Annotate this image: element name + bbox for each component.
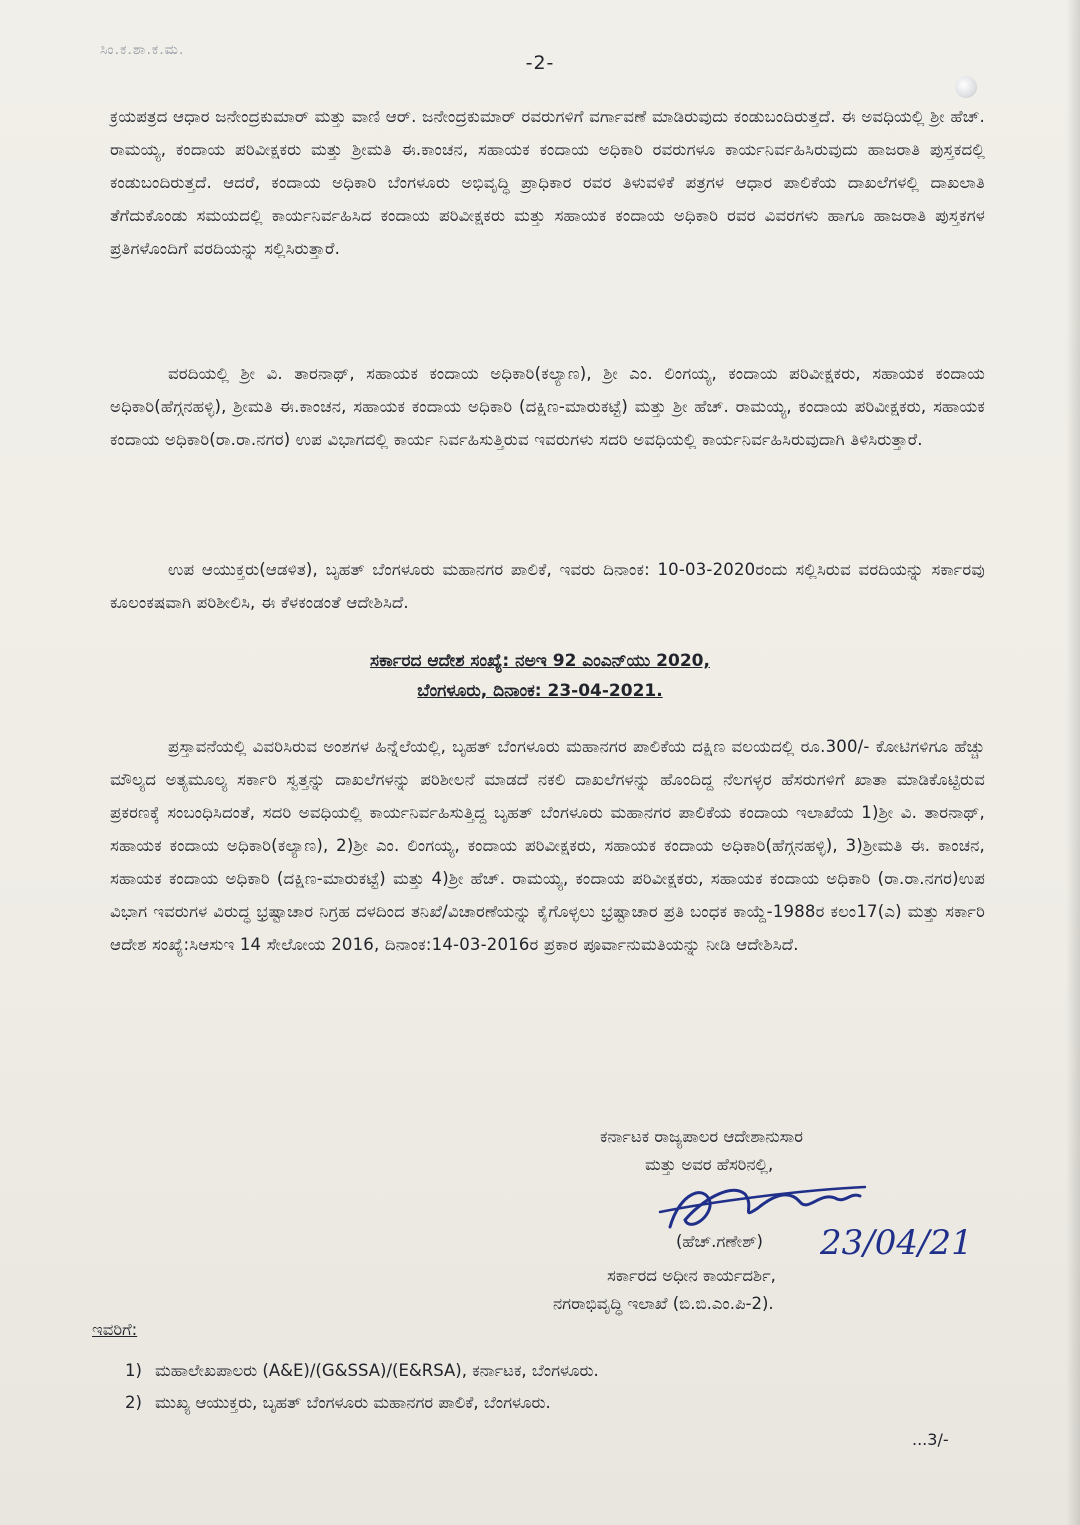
continued-marker: ...3/- (912, 1430, 949, 1449)
signatory-block (553, 1262, 1025, 1318)
list-item (125, 1355, 945, 1387)
recipients-list (125, 1355, 945, 1419)
page-edge-shadow (1066, 0, 1080, 1525)
punch-hole-icon (955, 76, 977, 98)
paragraph-order (110, 730, 985, 961)
list-item (125, 1387, 945, 1419)
page-number: -2- (525, 52, 555, 74)
list-item-text: ಮುಖ್ಯ ಆಯುಕ್ತರು, ಬೃಹತ್ ಬೆಂಗಳೂರು ಮಹಾನಗರ ಪಾಲಿಕೆ, ಬೆಂಗಳೂರು. (155, 1393, 551, 1412)
authority-block (600, 1123, 1020, 1179)
signatory-designation: ಸರ್ಕಾರದ ಅಧೀನ ಕಾರ್ಯದರ್ಶಿ, (607, 1266, 776, 1285)
list-item-text: ಮಹಾಲೇಖಪಾಲರು (A&E)/(G&SSA)/(E&RSA), ಕರ್ನಾಟಕ, ಬೆಂಗಳೂರು. (155, 1361, 599, 1380)
paragraph-order-text: ಪ್ರಸ್ತಾವನೆಯಲ್ಲಿ ವಿವರಿಸಿರುವ ಅಂಶಗಳ ಹಿನ್ನೆಲೆಯಲ್ಲಿ, ಬೃಹತ್ ಬೆಂಗಳೂರು ಮಹಾನಗರ ಪಾಲಿಕೆಯ ದಕ್ಷಿಣ ವಲಯದಲ್ಲಿ ರೂ.300/- ಕೋಟಿಗಳಿಗೂ ಹೆಚ್ಚು ಮೌಲ್ಯದ ಅತ್ಯಮೂಲ್ಯ ಸರ್ಕಾರಿ ಸ್ವತ್ತನ್ನು ದಾಖಲೆಗಳನ್ನು ಪರಿಶೀಲನೆ ಮಾಡದೆ ನಕಲಿ ದಾಖಲೆಗಳನ್ನು ಹೊಂದಿದ್ದ ನೆಲಗಳ್ಳರ ಹೆಸರುಗಳಿಗೆ ಖಾತಾ ಮಾಡಿಕೊಟ್ಟಿರುವ ಪ್ರಕರಣಕ್ಕೆ ಸಂಬಂಧಿಸಿದಂತೆ, ಸದರಿ ಅವಧಿಯಲ್ಲಿ ಕಾರ್ಯನಿರ್ವಹಿಸುತ್ತಿದ್ದ ಬೃಹತ್ ಬೆಂಗಳೂರು ಮಹಾನಗರ ಪಾಲಿಕೆಯ ಕಂದಾಯ ಇಲಾಖೆಯ 1)ಶ್ರೀ ವಿ. ತಾರನಾಥ್, ಸಹಾಯಕ ಕಂದಾಯ ಅಧಿಕಾರಿ(ಕಲ್ಯಾಣ), 2)ಶ್ರೀ ಎಂ. ಲಿಂಗಯ್ಯ, ಕಂದಾಯ ಪರಿವೀಕ್ಷಕರು, ಸಹಾಯಕ ಕಂದಾಯ ಅಧಿಕಾರಿ(ಹೆಗ್ಗನಹಳ್ಳಿ), 3)ಶ್ರೀಮತಿ ಈ. ಕಾಂಚನ, ಸಹಾಯಕ ಕಂದಾಯ ಅಧಿಕಾರಿ (ದಕ್ಷಿಣ-ಮಾರುಕಟ್ಟೆ) ಮತ್ತು 4)ಶ್ರೀ ಹೆಚ್. ರಾಮಯ್ಯ, ಕಂದಾಯ ಪರಿವೀಕ್ಷಕರು, ಸಹಾಯಕ ಕಂದಾಯ ಅಧಿಕಾರಿ (ರಾ.ರಾ.ನಗರ)ಉಪ ವಿಭಾಗ ಇವರುಗಳ ವಿರುದ್ಧ ಭ್ರಷ್ಟಾಚಾರ ನಿಗ್ರಹ ದಳದಿಂದ ತನಿಖೆ/ವಿಚಾರಣೆಯನ್ನು ಕೈಗೊಳ್ಳಲು ಭ್ರಷ್ಟಾಚಾರ ಪ್ರತಿ ಬಂಧಕ ಕಾಯ್ದೆ-1988ರ ಕಲಂ17(ಎ) ಮತ್ತು ಸರ್ಕಾರಿ ಆದೇಶ ಸಂಖ್ಯೆ:ಸಿಆಸುಇ 14 ಸೇಲೋಯ 2016, ದಿನಾಂಕ:14-03-2016ರ ಪ್ರಕಾರ ಪೂರ್ವಾನುಮತಿಯನ್ನು ನೀಡಿ ಆದೇಶಿಸಿದೆ. (110, 737, 985, 954)
order-date: ಬೆಂಗಳೂರು, ದಿನಾಂಕ: 23-04-2021. (417, 681, 663, 701)
paragraph-findings: ಕ್ರಯಪತ್ರದ ಆಧಾರ ಜನೇಂದ್ರಕುಮಾರ್ ಮತ್ತು ವಾಣಿ ಆರ್. ಜನೇಂದ್ರಕುಮಾರ್ ರವರುಗಳಿಗೆ ವರ್ಗಾವಣೆ ಮಾಡಿರುವುದು ಕಂಡುಬಂದಿರುತ್ತದೆ. ಈ ಅವಧಿಯಲ್ಲಿ ಶ್ರೀ ಹೆಚ್. ರಾಮಯ್ಯ, ಕಂದಾಯ ಪರಿವೀಕ್ಷಕರು ಮತ್ತು ಶ್ರೀಮತಿ ಈ.ಕಾಂಚನ, ಸಹಾಯಕ ಕಂದಾಯ ಅಧಿಕಾರಿ ರವರುಗಳೂ ಕಾರ್ಯನಿರ್ವಹಿಸಿರುವುದು ಹಾಜರಾತಿ ಪುಸ್ತಕದಲ್ಲಿ ಕಂಡುಬಂದಿರುತ್ತದೆ. ಆದರೆ, ಕಂದಾಯ ಅಧಿಕಾರಿ ಬೆಂಗಳೂರು ಅಭಿವೃದ್ಧಿ ಪ್ರಾಧಿಕಾರ ರವರ ತಿಳುವಳಿಕೆ ಪತ್ರಗಳ ಆಧಾರ ಪಾಲಿಕೆಯ ದಾಖಲೆಗಳಲ್ಲಿ ದಾಖಲಾತಿ ತೆಗೆದುಕೊಂಡು ಸಮಯದಲ್ಲಿ ಕಾರ್ಯನಿರ್ವಹಿಸಿದ ಕಂದಾಯ ಪರಿವೀಕ್ಷಕರು ಮತ್ತು ಸಹಾಯಕ ಕಂದಾಯ ಅಧಿಕಾರಿ ರವರ ವಿವರಗಳು ಹಾಗೂ ಹಾಜರಾತಿ ಪುಸ್ತಕಗಳ ಪ್ರತಿಗಳೊಂದಿಗೆ ವರದಿಯನ್ನು ಸಲ್ಲಿಸಿರುತ್ತಾರೆ. (110, 107, 985, 258)
faint-stamp-mark: ಸಿಂ.ಕ.ಶಾ.ಕ.ಮ. (100, 42, 185, 58)
paragraph-review (110, 553, 985, 619)
order-heading (0, 646, 1080, 706)
paragraph-report-text: ವರದಿಯಲ್ಲಿ ಶ್ರೀ ವಿ. ತಾರನಾಥ್, ಸಹಾಯಕ ಕಂದಾಯ ಅಧಿಕಾರಿ(ಕಲ್ಯಾಣ), ಶ್ರೀ ಎಂ. ಲಿಂಗಯ್ಯ, ಕಂದಾಯ ಪರಿವೀಕ್ಷಕರು, ಸಹಾಯಕ ಕಂದಾಯ ಅಧಿಕಾರಿ(ಹೆಗ್ಗನಹಳ್ಳಿ), ಶ್ರೀಮತಿ ಈ.ಕಾಂಚನ, ಸಹಾಯಕ ಕಂದಾಯ ಅಧಿಕಾರಿ (ದಕ್ಷಿಣ-ಮಾರುಕಟ್ಟೆ) ಮತ್ತು ಶ್ರೀ ಹೆಚ್. ರಾಮಯ್ಯ, ಕಂದಾಯ ಪರಿವೀಕ್ಷಕರು, ಸಹಾಯಕ ಕಂದಾಯ ಅಧಿಕಾರಿ(ರಾ.ರಾ.ನಗರ) ಉಪ ವಿಭಾಗದಲ್ಲಿ ಕಾರ್ಯ ನಿರ್ವಹಿಸುತ್ತಿರುವ ಇವರುಗಳು ಸದರಿ ಅವಧಿಯಲ್ಲಿ ಕಾರ್ಯನಿರ್ವಹಿಸಿರುವುದಾಗಿ ತಿಳಿಸಿರುತ್ತಾರೆ. (110, 364, 985, 449)
signatory-department: ನಗರಾಭಿವೃದ್ಧಿ ಇಲಾಖೆ (ಬಿ.ಬಿ.ಎಂ.ಪಿ-2). (553, 1294, 774, 1313)
paragraph-review-text: ಉಪ ಆಯುಕ್ತರು(ಆಡಳಿತ), ಬೃಹತ್ ಬೆಂಗಳೂರು ಮಹಾನಗರ ಪಾಲಿಕೆ, ಇವರು ದಿನಾಂಕ: 10-03-2020ರಂದು ಸಲ್ಲಿಸಿರುವ ವರದಿಯನ್ನು ಸರ್ಕಾರವು ಕೂಲಂಕಷವಾಗಿ ಪರಿಶೀಲಿಸಿ, ಈ ಕೆಳಕಂಡಂತೆ ಆದೇಶಿಸಿದೆ. (110, 560, 985, 612)
recipients-label: ಇವರಿಗೆ: (92, 1320, 138, 1339)
list-item-number: 1) (125, 1361, 142, 1380)
paragraph-report (110, 357, 985, 456)
list-item-number: 2) (125, 1393, 142, 1412)
order-number: ಸರ್ಕಾರದ ಆದೇಶ ಸಂಖ್ಯೆ: ನಅಇ 92 ಎಂಎನ್‌ಯು 2020, (370, 651, 710, 671)
signed-date: 23/04/21 (820, 1223, 973, 1263)
signatory-name: (ಹೆಚ್.ಗಣೇಶ್) (676, 1232, 763, 1251)
authority-line-2: ಮತ್ತು ಅವರ ಹೆಸರಿನಲ್ಲಿ, (645, 1155, 774, 1174)
authority-line-1: ಕರ್ನಾಟಕ ರಾಜ್ಯಪಾಲರ ಆದೇಶಾನುಸಾರ (600, 1127, 803, 1146)
